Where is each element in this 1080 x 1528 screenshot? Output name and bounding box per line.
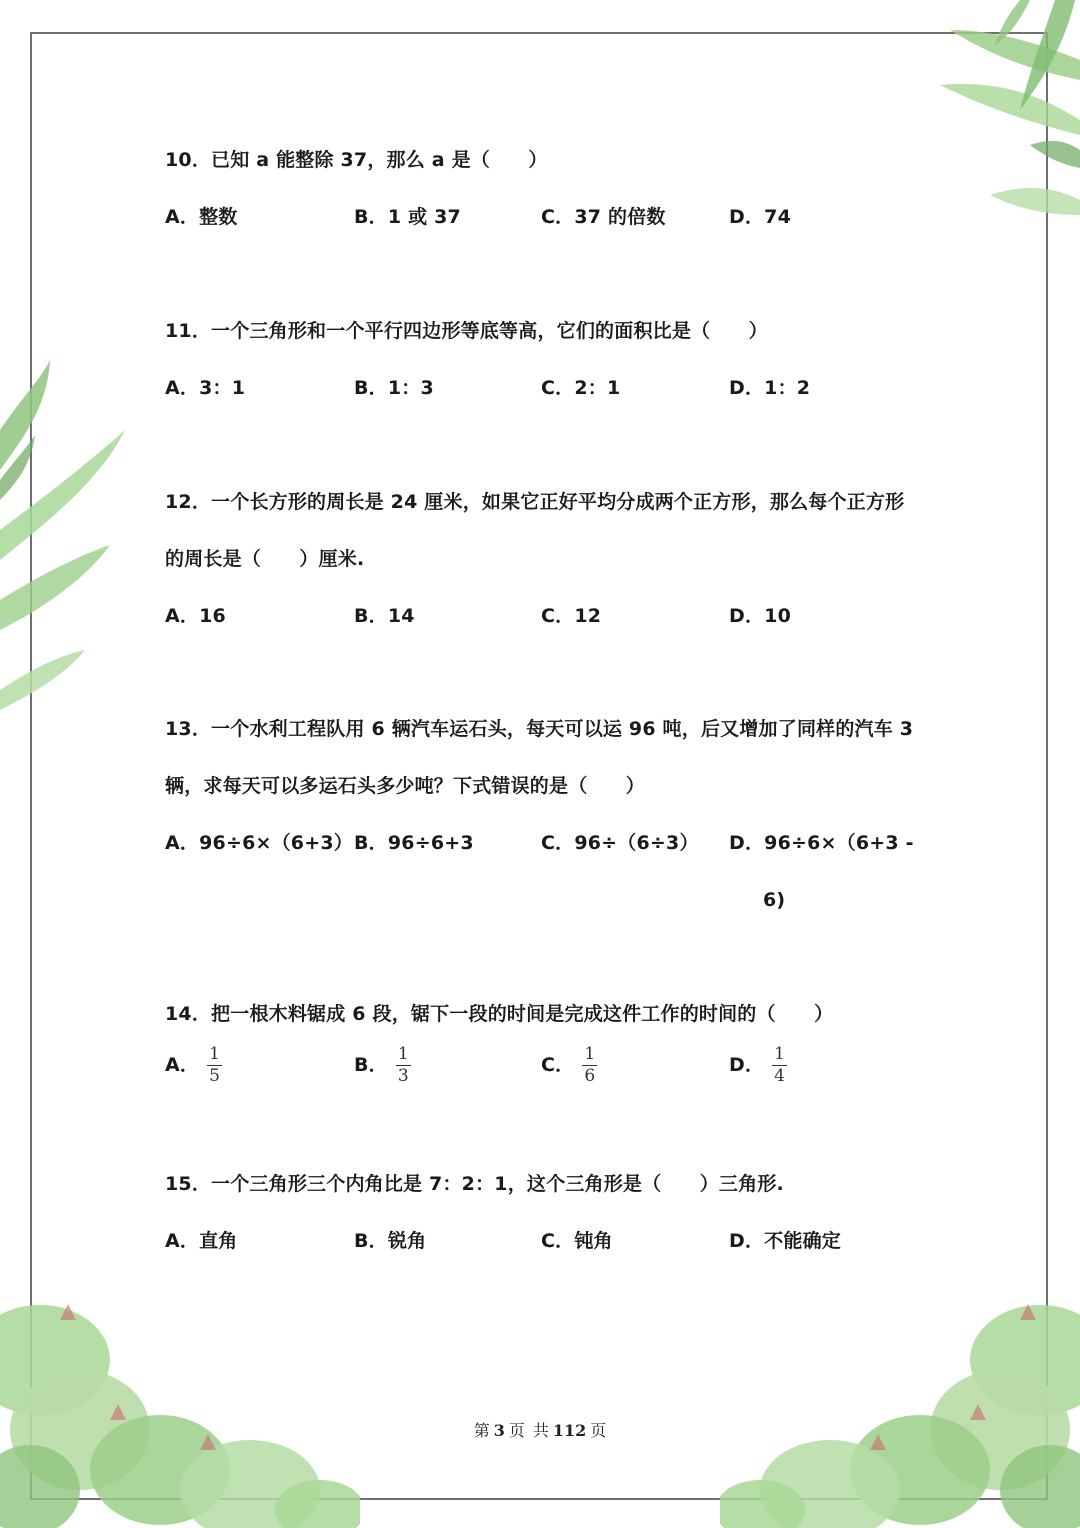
fraction-denominator: 5	[209, 1066, 221, 1086]
option-d[interactable]: D．10	[729, 605, 792, 627]
option-c[interactable]: C．37 的倍数	[541, 206, 666, 228]
option-c[interactable]: C．12	[541, 605, 602, 627]
option-a[interactable]: A．16	[165, 605, 226, 627]
option-a[interactable]: A．整数	[165, 206, 238, 228]
option-d[interactable]: D．不能确定	[729, 1230, 841, 1252]
succulent-decoration-bottom-left	[0, 1300, 360, 1528]
options-row	[165, 1044, 925, 1113]
question-15	[165, 1169, 925, 1283]
question-11	[165, 316, 925, 430]
options-row	[165, 202, 925, 259]
question-text-line-1: 13．一个水利工程队用 6 辆汽车运石头，每天可以运 96 吨，后又增加了同样的汽车 3	[165, 718, 914, 740]
option-letter: C．	[541, 1054, 575, 1076]
fraction	[772, 1046, 787, 1085]
fraction-numerator: 1	[209, 1044, 221, 1064]
option-b[interactable]: B．锐角	[354, 1230, 427, 1252]
fraction	[207, 1046, 222, 1085]
fraction-denominator: 3	[397, 1066, 409, 1086]
option-d[interactable]: D．1：2	[729, 377, 811, 399]
question-14	[165, 999, 925, 1113]
option-a[interactable]	[165, 1046, 222, 1085]
fraction-denominator: 4	[774, 1066, 786, 1086]
page-number-footer	[0, 1418, 1080, 1441]
option-a[interactable]: A．直角	[165, 1230, 238, 1252]
option-b[interactable]: B．1：3	[354, 377, 434, 399]
fraction-numerator: 1	[584, 1044, 596, 1064]
question-text-line-2: 的周长是（ ）厘米.	[165, 548, 365, 570]
fraction	[396, 1046, 411, 1085]
question-text: 10．已知 a 能整除 37，那么 a 是（ ）	[165, 149, 548, 171]
options-row	[165, 601, 925, 658]
options-row	[165, 1226, 925, 1283]
option-b[interactable]: B．1 或 37	[354, 206, 461, 228]
option-c[interactable]: C．2：1	[541, 377, 621, 399]
option-d[interactable]: D．74	[729, 206, 792, 228]
question-text-line-1: 12．一个长方形的周长是 24 厘米，如果它正好平均分成两个正方形，那么每个正方形	[165, 491, 905, 513]
option-letter: D．	[729, 1054, 765, 1076]
option-a[interactable]: A．3：1	[165, 377, 246, 399]
option-letter: B．	[354, 1054, 388, 1076]
question-text-line-2: 辆，求每天可以多运石头多少吨？下式错误的是（ ）	[165, 775, 646, 797]
leaf-decoration-left	[0, 360, 130, 760]
option-b[interactable]: B．14	[354, 605, 415, 627]
footer-total-word: 共	[532, 1421, 549, 1440]
option-letter: A．	[165, 1054, 200, 1076]
option-c[interactable]: C．钝角	[541, 1230, 613, 1252]
fraction-numerator: 1	[774, 1044, 786, 1064]
current-page-number: 3	[493, 1421, 505, 1440]
question-text: 14．把一根木料锯成 6 段，锯下一段的时间是完成这件工作的时间的（ ）	[165, 1003, 834, 1025]
option-c[interactable]: C．96÷（6÷3）	[541, 832, 699, 854]
succulent-decoration-bottom-right	[720, 1300, 1080, 1528]
option-b[interactable]	[354, 1046, 411, 1085]
question-10	[165, 145, 925, 259]
question-text: 15．一个三角形三个内角比是 7：2：1，这个三角形是（ ）三角形.	[165, 1173, 784, 1195]
fraction	[582, 1046, 597, 1085]
footer-prefix: 第	[473, 1421, 490, 1440]
total-page-count: 112	[552, 1421, 587, 1440]
option-d-continuation: 6)	[763, 889, 786, 911]
options-row	[165, 828, 925, 942]
question-13	[165, 714, 925, 942]
option-a[interactable]: A．96÷6×（6+3）	[165, 832, 353, 854]
question-12	[165, 487, 925, 658]
options-row	[165, 373, 925, 430]
option-d[interactable]: D．96÷6×（6+3 -	[729, 832, 914, 854]
footer-suffix: 页	[590, 1421, 607, 1440]
option-c[interactable]	[541, 1046, 597, 1085]
footer-page-word: 页	[508, 1421, 525, 1440]
fraction-denominator: 6	[584, 1066, 596, 1086]
question-text: 11．一个三角形和一个平行四边形等底等高，它们的面积比是（ ）	[165, 320, 768, 342]
option-b[interactable]: B．96÷6+3	[354, 832, 474, 854]
option-d[interactable]	[729, 1046, 787, 1085]
fraction-numerator: 1	[397, 1044, 409, 1064]
